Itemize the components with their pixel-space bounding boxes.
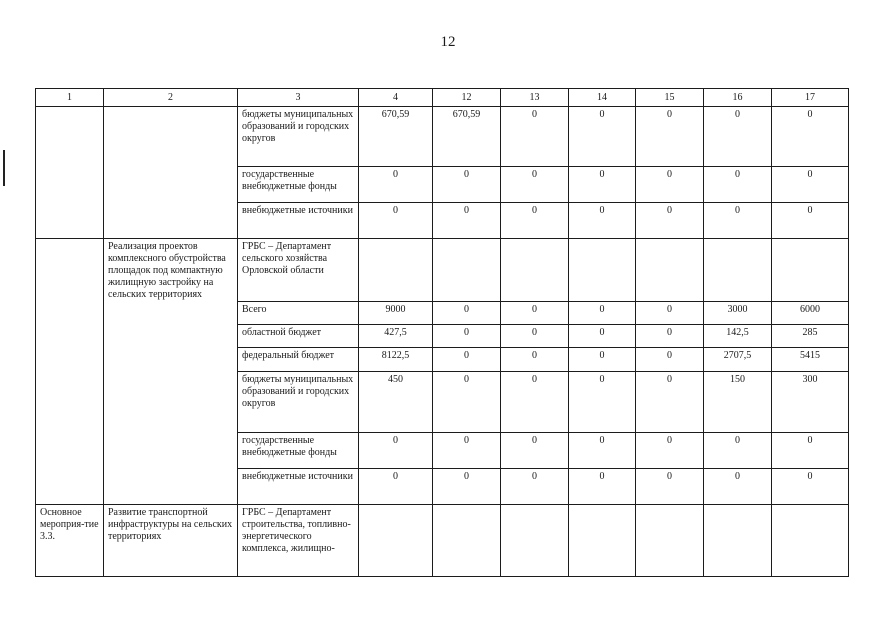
value-cell: 0 [569, 433, 636, 469]
activity-name-cell: Развитие транспортной инфраструктуры на сельских территориях [104, 505, 238, 577]
header-cell: 17 [772, 89, 849, 107]
value-cell: 3000 [704, 302, 772, 325]
value-cell: 0 [359, 203, 433, 239]
value-cell: 0 [636, 167, 704, 203]
source-cell: внебюджетные источники [238, 203, 359, 239]
activity-cell [36, 107, 104, 239]
header-cell: 13 [501, 89, 569, 107]
table-row [36, 239, 849, 302]
value-cell: 0 [636, 203, 704, 239]
value-cell: 0 [569, 107, 636, 167]
value-cell: 670,59 [359, 107, 433, 167]
value-cell [772, 505, 849, 577]
value-cell: 0 [569, 348, 636, 372]
value-cell: 0 [569, 325, 636, 348]
value-cell [501, 239, 569, 302]
value-cell: 0 [433, 372, 501, 433]
table-row [36, 505, 849, 577]
value-cell: 300 [772, 372, 849, 433]
value-cell: 0 [704, 107, 772, 167]
value-cell: 0 [433, 433, 501, 469]
value-cell: 0 [501, 433, 569, 469]
value-cell: 0 [501, 302, 569, 325]
source-cell: бюджеты муниципальных образований и городских округов [238, 107, 359, 167]
page-number: 12 [440, 34, 456, 50]
value-cell: 0 [433, 167, 501, 203]
header-cell: 1 [36, 89, 104, 107]
budget-table [35, 88, 849, 577]
value-cell: 0 [359, 167, 433, 203]
value-cell [636, 239, 704, 302]
value-cell: 670,59 [433, 107, 501, 167]
source-cell: ГРБС – Департамент строительства, топливно-энергетического комплекса, жилищно- [238, 505, 359, 577]
value-cell: 9000 [359, 302, 433, 325]
table-row [36, 107, 849, 167]
value-cell: 0 [501, 372, 569, 433]
value-cell: 0 [501, 167, 569, 203]
value-cell [569, 239, 636, 302]
header-cell: 4 [359, 89, 433, 107]
value-cell: 0 [772, 167, 849, 203]
value-cell: 0 [569, 203, 636, 239]
value-cell [772, 239, 849, 302]
value-cell: 0 [772, 203, 849, 239]
value-cell: 0 [433, 469, 501, 505]
value-cell: 2707,5 [704, 348, 772, 372]
value-cell: 0 [359, 469, 433, 505]
value-cell: 0 [704, 167, 772, 203]
value-cell: 0 [704, 433, 772, 469]
value-cell: 142,5 [704, 325, 772, 348]
header-cell: 16 [704, 89, 772, 107]
activity-cell: Основное мероприя-тие 3.3. [36, 505, 104, 577]
activity-cell [36, 239, 104, 505]
value-cell: 0 [433, 302, 501, 325]
value-cell: 450 [359, 372, 433, 433]
value-cell: 0 [501, 469, 569, 505]
activity-name-cell [104, 107, 238, 239]
value-cell: 0 [704, 203, 772, 239]
source-cell: областной бюджет [238, 325, 359, 348]
value-cell: 0 [569, 302, 636, 325]
value-cell [433, 239, 501, 302]
value-cell: 0 [501, 348, 569, 372]
value-cell: 6000 [772, 302, 849, 325]
source-cell: государственные внебюджетные фонды [238, 433, 359, 469]
source-cell: государственные внебюджетные фонды [238, 167, 359, 203]
value-cell: 5415 [772, 348, 849, 372]
value-cell: 0 [636, 469, 704, 505]
source-cell: бюджеты муниципальных образований и городских округов [238, 372, 359, 433]
value-cell [359, 239, 433, 302]
value-cell: 0 [772, 107, 849, 167]
source-cell: ГРБС – Департамент сельского хозяйства Орловской области [238, 239, 359, 302]
header-row [36, 89, 849, 107]
header-cell: 2 [104, 89, 238, 107]
value-cell: 0 [569, 167, 636, 203]
value-cell: 0 [433, 203, 501, 239]
value-cell [569, 505, 636, 577]
value-cell: 0 [501, 107, 569, 167]
source-cell: Всего [238, 302, 359, 325]
value-cell [704, 239, 772, 302]
value-cell: 285 [772, 325, 849, 348]
value-cell [433, 505, 501, 577]
value-cell: 0 [704, 469, 772, 505]
value-cell: 0 [772, 433, 849, 469]
value-cell: 0 [636, 325, 704, 348]
value-cell: 0 [636, 372, 704, 433]
value-cell: 0 [569, 372, 636, 433]
value-cell: 0 [359, 433, 433, 469]
value-cell [704, 505, 772, 577]
value-cell: 150 [704, 372, 772, 433]
value-cell [636, 505, 704, 577]
scan-edge-mark [3, 150, 5, 186]
value-cell: 0 [433, 325, 501, 348]
value-cell: 0 [636, 433, 704, 469]
value-cell [501, 505, 569, 577]
header-cell: 14 [569, 89, 636, 107]
source-cell: внебюджетные источники [238, 469, 359, 505]
header-cell: 3 [238, 89, 359, 107]
value-cell: 0 [772, 469, 849, 505]
value-cell [359, 505, 433, 577]
header-cell: 15 [636, 89, 704, 107]
source-cell: федеральный бюджет [238, 348, 359, 372]
header-cell: 12 [433, 89, 501, 107]
value-cell: 0 [636, 302, 704, 325]
value-cell: 0 [501, 325, 569, 348]
value-cell: 8122,5 [359, 348, 433, 372]
value-cell: 0 [433, 348, 501, 372]
activity-name-cell: Реализация проектов комплексного обустройства площадок под компактную жилищную застройку на сельских территориях [104, 239, 238, 505]
value-cell: 0 [501, 203, 569, 239]
value-cell: 427,5 [359, 325, 433, 348]
value-cell: 0 [636, 348, 704, 372]
value-cell: 0 [569, 469, 636, 505]
value-cell: 0 [636, 107, 704, 167]
